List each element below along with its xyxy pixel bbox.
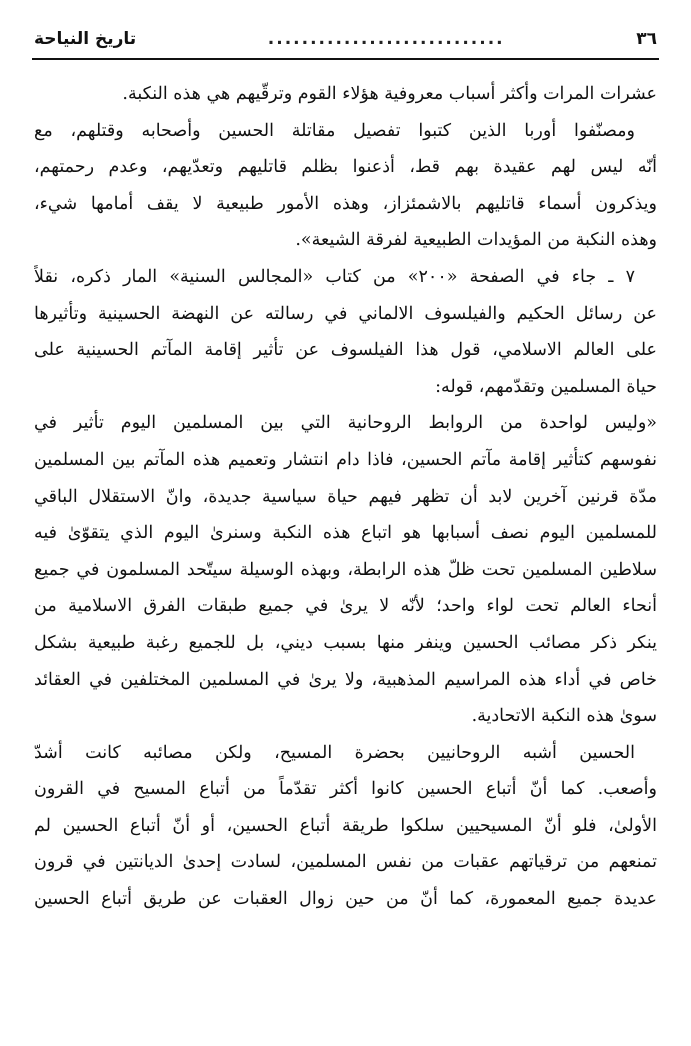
- text-line: عشرات المرات وأكثر أسباب معروفية هؤلاء القوم وترقّيهم هي هذه النكبة.: [122, 84, 657, 104]
- text-line: الحسين أشبه الروحانيين بحضرة المسيح، ولكن مصائبه كانت أشدّ: [34, 742, 635, 763]
- text-line: مدّة قرنين آخرين لابد أن تظهر فيهم حياة سياسية جديدة، وانّ الاستقلال الباقي: [34, 486, 657, 507]
- text-line: سلاطين المسلمين تحت ظلّ هذه الرابطة، وبهذه الوسيلة سيتّحد المسلمون في جميع: [34, 559, 657, 580]
- text-line: «وليس لواحدة من الروابط الروحانية التي بين المسلمين اليوم تأثير في: [34, 413, 657, 434]
- header-rule: [32, 58, 659, 60]
- paragraph: [34, 259, 657, 405]
- text-line: حياة المسلمين وتقدّمهم، قوله:: [435, 376, 657, 397]
- paragraph: [34, 735, 657, 918]
- paragraph: [34, 113, 657, 259]
- text-line: على العالم الاسلامي، قول هذا الفيلسوف عن تأثير إقامة المآتم الحسينية على: [34, 340, 657, 361]
- body-text: [34, 76, 657, 918]
- text-line: أنّه ليس لهم عقيدة بهم قط، أذعنوا بظلم قاتليهم وتعدّيهم، وعدم رحمتهم،: [34, 157, 657, 178]
- text-line: نفوسهم كتأثير إقامة مآتم الحسين، فاذا دام انتشار وتعميم هذه المآتم بين المسلمين: [34, 449, 657, 470]
- text-line: ويذكرون أسماء قاتليهم بالاشمئزاز، وهذه الأمور طبيعية لا يقف أمامها شيء،: [34, 193, 657, 214]
- text-line: سوىٰ هذه النكبة الاتحادية.: [471, 706, 657, 727]
- text-line: ومصنّفوا أوربا الذين كتبوا تفصيل مقاتلة الحسين وأصحابه وقتلهم، مع: [34, 120, 635, 141]
- text-line: عن رسائل الحكيم والفيلسوف الالماني في رسالته عن النهضة الحسينية وتأثيرها: [34, 303, 657, 324]
- page-header: [34, 22, 657, 56]
- text-line: ٧ ـ جاء في الصفحة «٢٠٠» من كتاب «المجالس السنية» المار ذكره، نقلاً: [34, 266, 635, 287]
- paragraph: [34, 76, 657, 113]
- text-line: عديدة جميع المعمورة، كما أنّ من حين زوال العقبات عن طريق أتباع الحسين: [34, 889, 657, 910]
- text-line: ينكر ذكر مصائب الحسين وينفر منها بسبب ديني، بل للجميع رغبة طبيعية بشكل: [34, 632, 657, 653]
- text-line: وأصعب. كما أنّ أتباع الحسين كانوا أكثر تقدّماً من أتباع المسيح في القرون: [34, 779, 657, 800]
- text-line: الأولىٰ، فلو أنّ المسيحيين سلكوا طريقة أتباع الحسين، أو أنّ أتباع الحسين لم: [34, 815, 657, 836]
- text-line: تمنعهم من ترقياتهم عقبات من نفس المسلمين، لسادت إحدىٰ الديانتين في قرون: [34, 852, 657, 873]
- text-line: خاص في أداء هذه المراسيم المذهبية، ولا يرىٰ في المسلمين المختلفين في العقائد: [34, 669, 657, 690]
- running-title: تاريخ النياحة: [34, 29, 137, 49]
- text-line: وهذه النكبة من المؤيدات الطبيعية لفرقة الشيعة».: [295, 230, 657, 251]
- text-line: للمسلمين اليوم نصف أسبابها هو اتباع هذه النكبة وسنرىٰ اليوم الذي يتقوّىٰ فيه: [34, 523, 657, 544]
- paragraph: [34, 405, 657, 734]
- text-line: أنحاء العالم تحت لواء واحد؛ لأنّه لا يرىٰ في جميع طبقات الفرق الاسلامية من: [34, 596, 657, 617]
- page-number: ٣٦: [636, 29, 657, 49]
- header-dot-leader: ............................: [267, 29, 505, 49]
